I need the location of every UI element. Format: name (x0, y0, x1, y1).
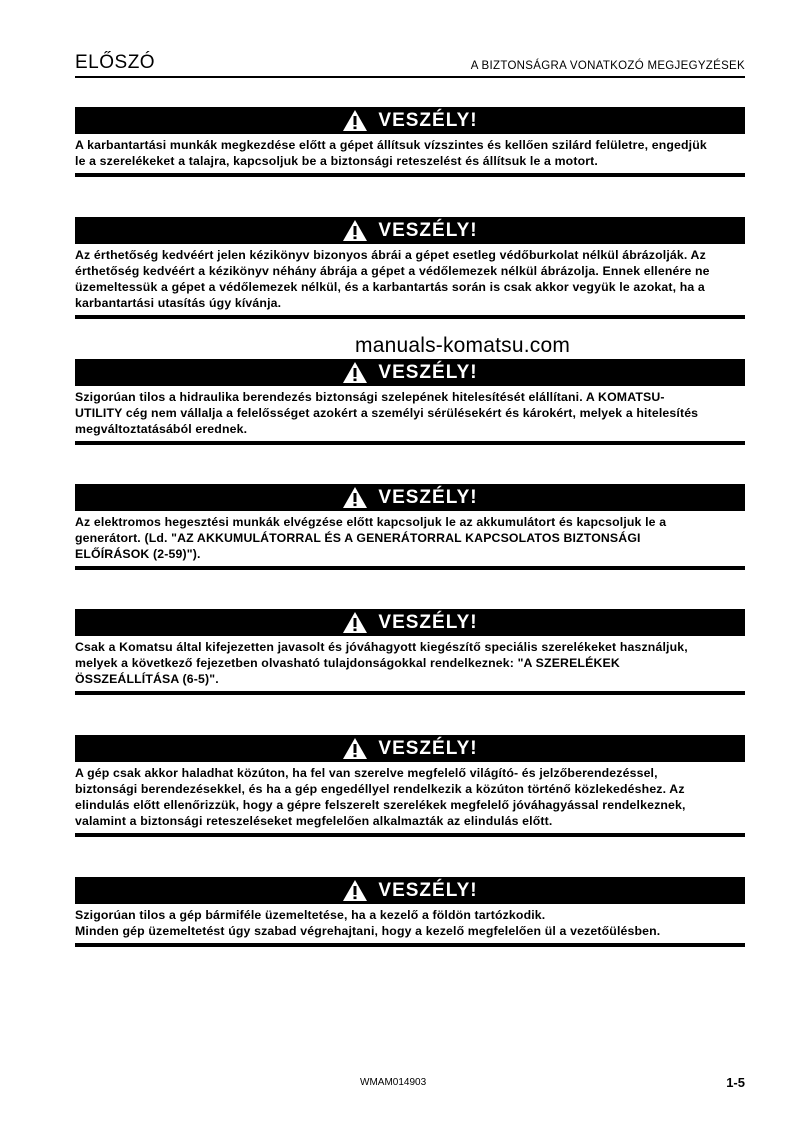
warning-line: érthetőség kedvéért a kézikönyv néhány ábrája a gépet a védőlemezek nélkül ábrázolja. Ennek ellenére ne (75, 264, 710, 278)
warning-divider (75, 566, 745, 570)
warning-line: melyek a következő fejezetben olvasható tulajdonságokkal rendelkeznek: "A SZERELÉKEK (75, 656, 620, 670)
warning-line: le a szerelékeket a talajra, kapcsoljuk be a biztonsági reteszelést és állítsuk le a motort. (75, 154, 598, 168)
warning-line: Az érthetőség kedvéért jelen kézikönyv bizonyos ábrái a gépet esetleg védőburkolat nélkül ábrázolják. Az (75, 248, 706, 262)
warning-label: VESZÉLY! (378, 879, 478, 901)
warning-line: megváltoztatásából erednek. (75, 422, 248, 436)
warning-text (75, 511, 745, 566)
warning-text (75, 386, 745, 441)
section-title: ELŐSZÓ (75, 52, 156, 73)
warning-label: VESZÉLY! (378, 219, 478, 241)
warning-line: karbantartási utasítás úgy kívánja. (75, 296, 282, 310)
warning-label: VESZÉLY! (378, 361, 478, 383)
warning-triangle-icon (342, 486, 368, 509)
warning-line: ÖSSZEÁLLÍTÁSA (6-5)". (75, 672, 219, 686)
warning-triangle-icon (342, 361, 368, 384)
warning-block (75, 107, 745, 177)
warning-text (75, 904, 745, 943)
warning-bar (75, 877, 745, 904)
warning-text (75, 636, 745, 691)
warning-line: Szigorúan tilos a gép bármiféle üzemeltetése, ha a kezelő a földön tartózkodik. (75, 908, 546, 922)
warning-bar (75, 484, 745, 511)
warning-text (75, 134, 745, 173)
warning-bar (75, 735, 745, 762)
warning-block (75, 609, 745, 695)
warning-bar (75, 359, 745, 386)
warning-line: üzemeltessük a gépet a védőlemezek nélkül, és a karbantartás során is csak akkor vegyük le azokat, ha a (75, 280, 705, 294)
warning-line: Szigorúan tilos a hidraulika berendezés biztonsági szelepének hitelesítését elállítani. A KOMATSU- (75, 390, 665, 404)
warning-triangle-icon (342, 219, 368, 242)
warning-line: Az elektromos hegesztési munkák elvégzése előtt kapcsoljuk le az akkumulátort és kapcsoljuk le a (75, 515, 667, 529)
page-number: 1-5 (726, 1075, 745, 1090)
document-code: WMAM014903 (360, 1077, 427, 1088)
warning-bar (75, 217, 745, 244)
warning-block (75, 735, 745, 837)
warning-divider (75, 315, 745, 319)
warning-line: biztonsági berendezésekkel, és ha a gép engedéllyel rendelkezik a közúton történő közlekedéshez. Az (75, 782, 685, 796)
warning-line: UTILITY cég nem vállalja a felelősséget azokért a személyi sérülésekért és károkért, melyek a hitelesítés (75, 406, 699, 420)
warning-text (75, 244, 745, 315)
warning-triangle-icon (342, 879, 368, 902)
warning-block (75, 877, 745, 947)
watermark-text: manuals-komatsu.com (355, 334, 571, 357)
warning-triangle-icon (342, 109, 368, 132)
warning-line: Csak a Komatsu által kifejezetten javasolt és jóváhagyott kiegészítő speciális szerelékeket használjuk, (75, 640, 688, 654)
warning-line: elindulás előtt ellenőrizzük, hogy a gépre felszerelt szerelékek megfelelő jóváhagyással rendelkeznek, (75, 798, 686, 812)
warning-divider (75, 833, 745, 837)
warning-line: A karbantartási munkák megkezdése előtt a gépet állítsuk vízszintes és kellően szilárd felületre, engedjük (75, 138, 707, 152)
warning-triangle-icon (342, 611, 368, 634)
warning-bar (75, 609, 745, 636)
warning-divider (75, 173, 745, 177)
warning-line: Minden gép üzemeltetést úgy szabad végrehajtani, hogy a kezelő megfelelően ül a vezetőülésben. (75, 924, 661, 938)
page-header (75, 52, 745, 78)
warning-line: ELŐÍRÁSOK (2-59)"). (75, 547, 201, 561)
warning-text (75, 762, 745, 833)
warning-label: VESZÉLY! (378, 737, 478, 759)
warning-line: generátort. (Ld. "AZ AKKUMULÁTORRAL ÉS A GENERÁTORRAL KAPCSOLATOS BIZTONSÁGI (75, 531, 641, 545)
warning-label: VESZÉLY! (378, 109, 478, 131)
warning-block (75, 484, 745, 570)
warning-divider (75, 441, 745, 445)
warning-bar (75, 107, 745, 134)
warning-block (75, 359, 745, 445)
warning-triangle-icon (342, 737, 368, 760)
warning-label: VESZÉLY! (378, 611, 478, 633)
section-subtitle: A BIZTONSÁGRA VONATKOZÓ MEGJEGYZÉSEK (470, 60, 745, 72)
warning-label: VESZÉLY! (378, 486, 478, 508)
warning-line: A gép csak akkor haladhat közúton, ha fel van szerelve megfelelő világító- és jelzőberendezéssel, (75, 766, 658, 780)
warning-divider (75, 691, 745, 695)
warning-block (75, 217, 745, 319)
warning-divider (75, 943, 745, 947)
warning-line: valamint a biztonsági reteszeléseket megfelelően alkalmazták az elindulás előtt. (75, 814, 553, 828)
